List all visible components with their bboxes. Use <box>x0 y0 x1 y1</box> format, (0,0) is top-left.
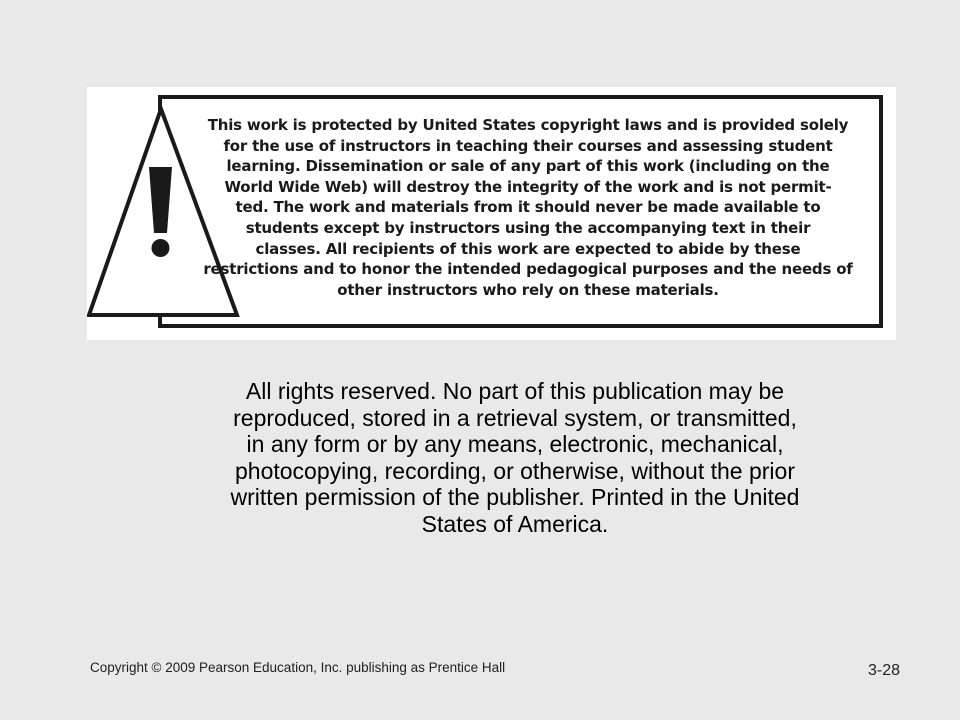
rights-line: All rights reserved. No part of this publication may be <box>245 378 785 404</box>
warning-line: ted. The work and materials from it should never be made available to <box>235 198 821 217</box>
rights-line: written permission of the publisher. Printed in the United <box>230 484 800 510</box>
rights-line: States of America. <box>421 510 609 537</box>
rights-line: in any form or by any means, electronic, mechanical, <box>246 431 784 457</box>
warning-line: classes. All recipients of this work are expected to abide by these <box>255 239 801 258</box>
warning-line: This work is protected by United States copyright laws and is provided solely <box>207 116 849 134</box>
rights-line: reproduced, stored in a retrieval system, or transmitted, <box>233 404 797 431</box>
warning-line: restrictions and to honor the intended pedagogical purposes and the needs of <box>203 260 853 279</box>
warning-line: students except by instructors using the accompanying text in their <box>245 218 811 237</box>
copyright-warning-text <box>183 115 873 300</box>
copyright-warning-panel <box>87 87 896 340</box>
slide-number: 3-28 <box>867 662 900 679</box>
warning-line: World Wide Web) will destroy the integrity of the work and is not permit- <box>224 177 832 196</box>
warning-line: learning. Dissemination or sale of any part of this work (including on the <box>226 157 830 176</box>
rights-line: photocopying, recording, or otherwise, without the prior <box>235 457 795 484</box>
footer-copyright: Copyright © 2009 Pearson Education, Inc. publishing as Prentice Hall <box>90 660 506 675</box>
warning-line: other instructors who rely on these materials. <box>337 280 719 299</box>
warning-line: for the use of instructors in teaching their courses and assessing student <box>223 136 833 155</box>
rights-reserved-text <box>150 378 880 537</box>
